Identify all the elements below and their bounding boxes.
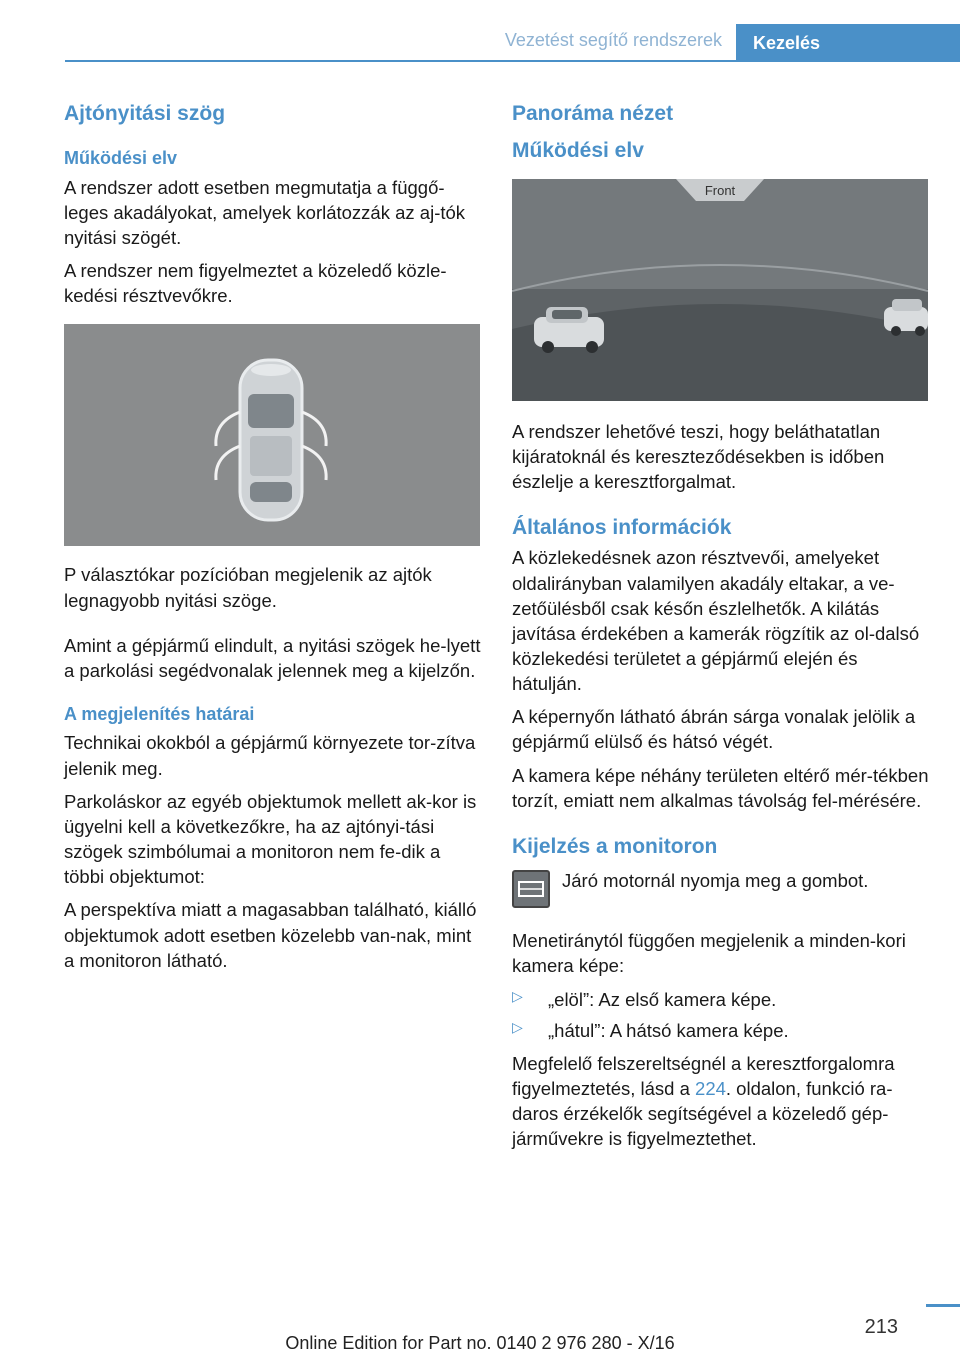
list-item: ▷ „hátul”: A hátsó kamera képe. <box>512 1018 789 1041</box>
front-label: Front <box>704 182 736 198</box>
header-rule <box>65 60 960 62</box>
paragraph: A rendszer nem figyelmeztet a közeledő közle‐kedési résztvevőkre. <box>64 260 447 307</box>
paragraph: A rendszer lehetővé teszi, hogy beláthatatlan kijáratoknál és kereszteződésekben is időben észlelje a keresztforgalmat. <box>512 420 885 492</box>
paragraph: A rendszer adott esetben megmutatja a függő‐leges akadályokat, amelyek korlátozzák az aj‐tók nyitási szögét. <box>64 176 466 248</box>
paragraph: A képernyőn látható ábrán sárga vonalak jelölik a gépjármű elülső és hátsó végét. <box>512 706 916 753</box>
paragraph-cross-traffic: Megfelelő felszereltségnél a keresztforgalomra figyelmeztetés, lásd a 224. oldalon, funkció ra‐daros érzékelők segítségével a közeledő gép‐járművekre is figyelmeztethet. <box>512 1052 895 1150</box>
right-column <box>512 100 930 1159</box>
paragraph: P választókar pozícióban megjelenik az ajtók legnagyobb nyitási szöge. <box>64 564 432 611</box>
paragraph: Amint a gépjármű elindult, a nyitási szögek he‐lyett a parkolási segédvonalak jelennek meg a kijelzőn. <box>64 634 481 681</box>
list-item: ▷ „elöl”: Az első kamera képe. <box>512 987 777 1010</box>
page-link-224[interactable]: 224 <box>695 1078 726 1099</box>
button-instruction-text: Járó motornál nyomja meg a gombot. <box>562 870 869 892</box>
camera-button-icon <box>512 870 550 908</box>
car-top-view-icon <box>64 324 480 546</box>
paragraph: A kamera képe néhány területen eltérő mér‐tékben torzít, emiatt nem alkalmas távolság fel‐mérésére. <box>512 764 929 811</box>
door-angle-figure <box>64 324 480 546</box>
panorama-figure <box>512 179 928 401</box>
page-number: 213 <box>864 1316 898 1338</box>
paragraph: A közlekedésnek azon résztvevői, amelyeket oldalirányban valamilyen akadály eltakar, a ve‐zetőülésből csak későn észlelhetők. A kilátás javítása érdekében a kamerák rögzítik az ol‐dalsó közlekedési területet a gépjármű elején és hátulján. <box>512 547 920 695</box>
paragraph: A perspektíva miatt a magasabban található, kiálló objektumok adott esetben közelebb van‐nak, mint a monitoron látható. <box>64 899 477 971</box>
section-title-door-angle: Ajtónyitási szög <box>64 102 226 125</box>
left-column <box>64 100 482 981</box>
footer-rule <box>926 1304 960 1307</box>
section-title-panorama: Panoráma nézet <box>512 102 674 125</box>
triangle-bullet-icon: ▷ <box>512 1018 523 1035</box>
button-instruction <box>512 868 930 908</box>
paragraph: Menetiránytól függően megjelenik a minden‐kori kamera képe: <box>512 930 906 977</box>
page-header <box>0 0 960 62</box>
camera-bullet-list <box>512 987 930 1043</box>
header-section-title: Vezetést segítő rendszerek <box>504 30 722 50</box>
section-title-general: Általános információk <box>512 516 732 540</box>
section-title-monitor: Kijelzés a monitoron <box>512 834 718 858</box>
triangle-bullet-icon: ▷ <box>512 987 523 1004</box>
panorama-camera-view-icon <box>512 179 928 401</box>
paragraph: Parkoláskor az egyéb objektumok mellett ak‐kor is ügyelni kell a következőkre, ha az ajtónyi‐tási szögek szimbólumai a monitoron nem fe‐dik a többi objektumot: <box>64 790 477 888</box>
header-tab-kezeles[interactable]: Kezelés <box>736 24 960 62</box>
subtitle-principle: Működési elv <box>64 148 178 169</box>
subtitle-limits: A megjelenítés határai <box>64 704 255 725</box>
paragraph: Technikai okokból a gépjármű környezete tor‐zítva jelenik meg. <box>64 732 476 779</box>
footer-edition: Online Edition for Part no. 0140 2 976 280 - X/16 <box>285 1333 675 1353</box>
subtitle-principle-right: Működési elv <box>512 139 644 163</box>
